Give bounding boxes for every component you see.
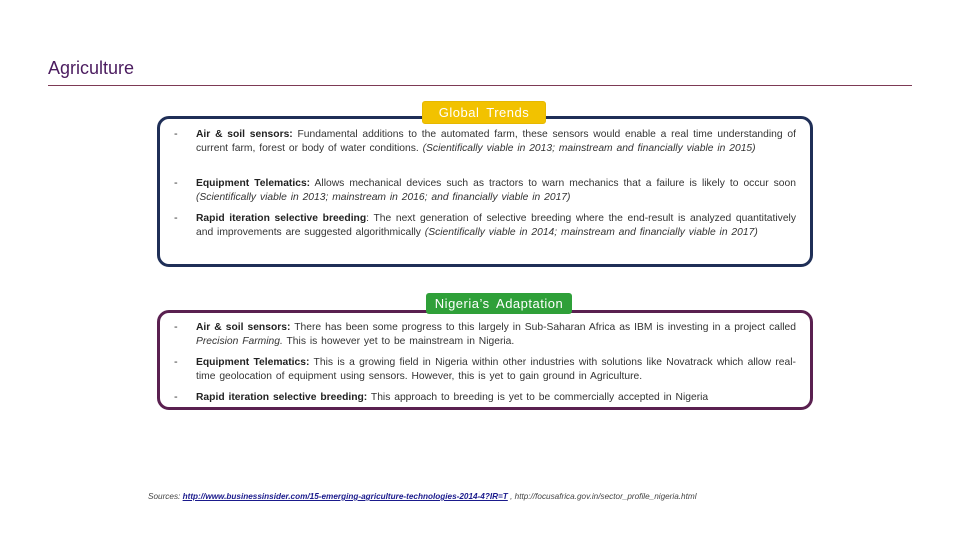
item-body: : The next generation of selective breeding where the end-result is analyzed quantitatively and improvements are suggested algorithmically: [196, 213, 796, 238]
item-heading: Rapid iteration selective breeding:: [196, 392, 368, 403]
bullet-dash: -: [174, 177, 178, 189]
item-heading: Equipment Telematics:: [196, 357, 310, 368]
item-heading: Equipment Telematics:: [196, 178, 311, 189]
page-title: Agriculture: [48, 58, 135, 78]
item-body: This is a growing field in Nigeria within other industries with solutions like Novatrack which allow real-time geolocation of equipment using sensors. However, this is yet to gain ground in Agriculture.: [196, 357, 796, 382]
bullet-dash: -: [174, 391, 178, 403]
item-body: Fundamental additions to the automated farm, these sensors would enable a real time understanding of current farm, forest or body of water conditions.: [196, 129, 796, 154]
global-trends-label: Global Trends: [422, 101, 546, 124]
bullet-dash: -: [174, 128, 178, 140]
source-link-businessinsider[interactable]: http://www.businessinsider.com/15-emerging-agriculture-technologies-2014-4?IR=T: [182, 492, 508, 501]
sources-suffix: , http://focusafrica.gov.in/sector_profile_nigeria.html: [507, 492, 697, 501]
item-note: (Scientifically viable in 2014; mainstream and financially viable in 2017): [424, 227, 758, 238]
item-text: [196, 128, 796, 156]
item-heading: Rapid iteration selective breeding: [196, 213, 367, 224]
bullet-dash: -: [174, 356, 178, 368]
item-body: Allows mechanical devices such as tractors to warn mechanics that a failure is likely to occur soon: [310, 178, 796, 189]
item-body: This approach to breeding is yet to be commercially accepted in Nigeria: [367, 392, 709, 403]
nigeria-adaptation-panel: [157, 310, 813, 410]
nigeria-adaptation-label: Nigeria’s Adaptation: [426, 293, 572, 314]
sources-footnote: [148, 492, 697, 501]
bullet-dash: -: [174, 212, 178, 224]
sources-prefix: Sources:: [148, 492, 183, 501]
item-text: [196, 391, 796, 405]
item-text: [196, 321, 796, 349]
item-text: [196, 177, 796, 205]
item-body: There has been some progress to this largely in Sub-Saharan Africa as IBM is investing in a project called: [290, 322, 797, 333]
global-trends-panel: [157, 116, 813, 267]
item-note: (Scientifically viable in 2013; mainstream in 2016; and financially viable in 2017): [196, 192, 571, 203]
item-heading: Air & soil sensors:: [196, 322, 291, 333]
bullet-dash: -: [174, 321, 178, 333]
title-divider: [48, 85, 912, 86]
item-emphasis: Precision Farming.: [196, 336, 283, 347]
item-body-continued: This is however yet to be mainstream in Nigeria.: [282, 336, 515, 347]
item-text: [196, 212, 796, 240]
item-text: [196, 356, 796, 384]
item-heading: Air & soil sensors:: [196, 129, 293, 140]
item-note: (Scientifically viable in 2013; mainstream and financially viable in 2015): [422, 143, 756, 154]
